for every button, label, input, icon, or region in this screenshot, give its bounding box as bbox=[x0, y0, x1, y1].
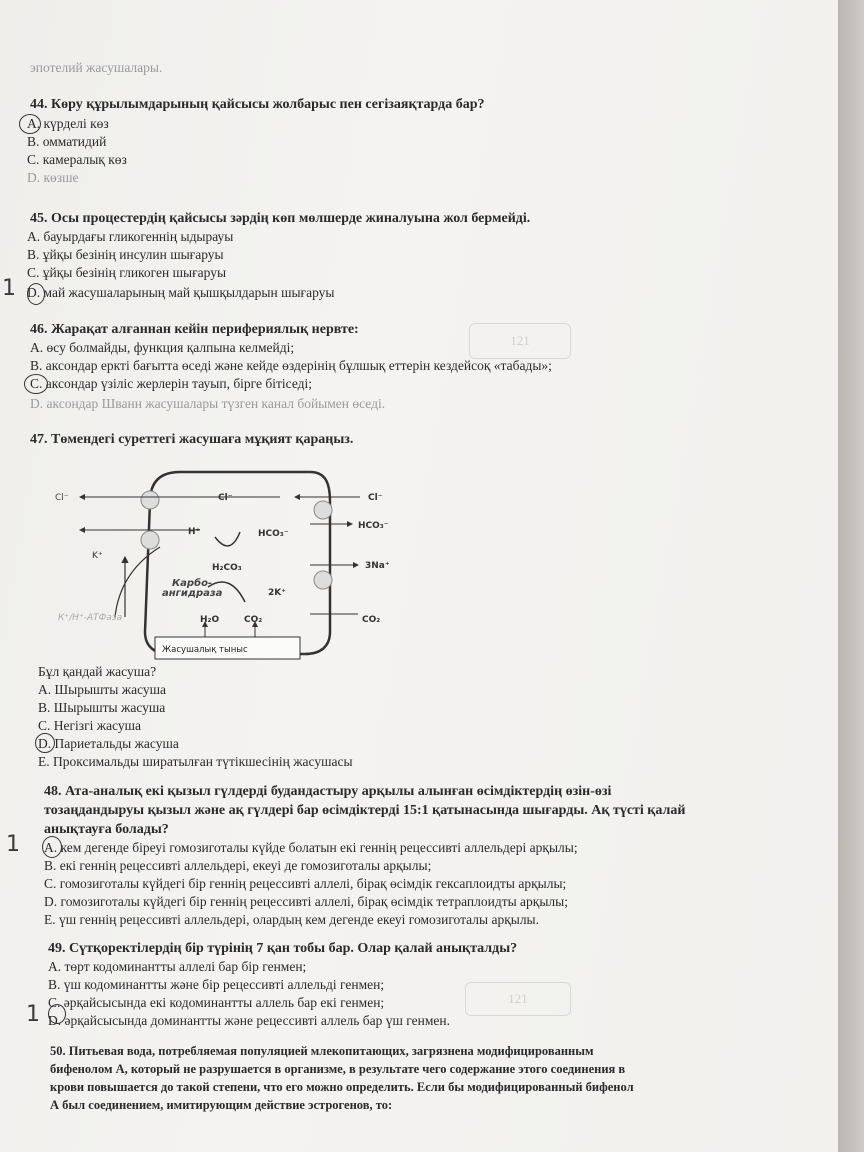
transporter-circle bbox=[314, 571, 332, 589]
q47-option-d: D. Париетальды жасуша bbox=[38, 736, 179, 751]
q47-title: 47. Төмендегі суреттегі жасушаға мұқият қараңыз. bbox=[30, 432, 354, 447]
label-carbo1: Карбо- bbox=[172, 578, 213, 589]
q48-option-c: С. гомозиготалы күйдегі бір геннің рецессивті аллелі, бірақ өсімдік гексаплоидты арқылы; bbox=[44, 876, 567, 891]
top-fragment: эпотелий жасушалары. bbox=[30, 60, 163, 75]
answer-circle-48 bbox=[42, 836, 62, 858]
label-3na: 3Na⁺ bbox=[365, 561, 390, 571]
q44-option-c: С. камералық көз bbox=[27, 152, 127, 167]
q48-option-e: Е. үш геннің рецессивті аллельдері, олардың кем дегенде екеуі гомозиготалы арқылы. bbox=[44, 912, 540, 927]
transporter-circle bbox=[141, 531, 159, 549]
reaction-curve-top bbox=[215, 532, 240, 546]
answer-circle-47 bbox=[35, 733, 55, 753]
q44-option-a: А. күрделі көз bbox=[27, 116, 109, 131]
parietal-cell-diagram bbox=[40, 462, 410, 667]
label-cl-mid: Cl⁻ bbox=[218, 493, 233, 503]
label-k-plus: K⁺ bbox=[92, 551, 103, 561]
q48-option-d: D. гомозиготалы күйдегі бір геннің рецессивті аллелі, бірақ өсімдік тетраплоидты арқылы; bbox=[44, 894, 568, 909]
q45-option-a: А. бауырдағы гликогеннің ыдырауы bbox=[27, 229, 234, 244]
label-hco3-mid: HCO₃⁻ bbox=[258, 529, 289, 539]
faint-stamp-2: 121 bbox=[465, 982, 571, 1016]
answer-circle-44 bbox=[19, 114, 41, 134]
grade-mark-45: 1 bbox=[2, 276, 16, 301]
label-cell-respiration: Жасушалық тыныс bbox=[162, 645, 248, 655]
transporter-circle bbox=[141, 491, 159, 509]
answer-circle-45 bbox=[27, 283, 45, 305]
q46-title: 46. Жарақат алғаннан кейін перифериялық нервте: bbox=[30, 322, 359, 337]
label-co2-right: CO₂ bbox=[362, 615, 381, 625]
q48-title-line1: 48. Ата-аналық екі қызыл гүлдерді будандастыру арқылы алынған өсімдіктердің өзін-өзі bbox=[44, 784, 612, 799]
q49-option-c: С. әрқайсысында екі кодоминантты аллель бар екі генмен; bbox=[48, 995, 385, 1010]
q47-option-a: А. Шырышты жасуша bbox=[38, 682, 167, 697]
label-h-plus: H⁺ bbox=[188, 527, 201, 537]
q48-option-a: А. кем дегенде біреуі гомозиготалы күйде болатын екі геннің рецессивті аллельдері арқылы; bbox=[44, 840, 578, 855]
q49-option-b: В. үш кодоминантты және бір рецессивті аллельді генмен; bbox=[48, 977, 385, 992]
q46-option-d: D. аксондар Шванн жасушалары түзген канал бойымен өседі. bbox=[30, 396, 386, 411]
label-carbo2: ангидраза bbox=[162, 588, 223, 599]
label-2k: 2K⁺ bbox=[268, 588, 286, 598]
q47-option-c: С. Негізгі жасуша bbox=[38, 718, 142, 733]
arrow-k-curve bbox=[115, 547, 160, 617]
answer-circle-49 bbox=[48, 1004, 66, 1024]
label-h2co3: H₂CO₃ bbox=[212, 563, 242, 573]
q49-option-a: А. төрт кодоминантты аллелі бар бір генмен; bbox=[48, 959, 307, 974]
faint-stamp-1: 121 bbox=[469, 323, 571, 359]
q50-line1: 50. Питьевая вода, потребляемая популяцией млекопитающих, загрязнена модифицированным bbox=[50, 1044, 594, 1058]
q49-title: 49. Сүтқоректілердің бір түрінің 7 қан тобы бар. Олар қалай анықталды? bbox=[48, 941, 518, 956]
q50-line4: А был соединением, имитирующим действие эстрогенов, то: bbox=[50, 1098, 393, 1112]
q48-option-b: В. екі геннің рецессивті аллельдері, екеуі де гомозиготалы арқылы; bbox=[44, 858, 432, 873]
grade-mark-48: 1 bbox=[6, 832, 20, 857]
q45-title: 45. Осы процестердің қайсысы зәрдің көп мөлшерде жиналуына жол бермейді. bbox=[30, 211, 531, 226]
q44-option-d: D. көзше bbox=[27, 170, 79, 185]
q44-title: 44. Көру құрылымдарының қайсысы жолбарыс пен сегізаяқтарда бар? bbox=[30, 97, 485, 112]
label-cl-left: Cl⁻ bbox=[55, 493, 69, 503]
q47-question: Бұл қандай жасуша? bbox=[38, 664, 157, 679]
q44-option-b: В. омматидий bbox=[27, 134, 107, 149]
q45-option-d: D. май жасушаларының май қышқылдарын шығаруы bbox=[27, 285, 335, 300]
transporter-circle bbox=[314, 501, 332, 519]
q49-option-d: D. әрқайсысында доминантты және рецессивті аллель бар үш генмен. bbox=[48, 1013, 450, 1028]
label-cl-right: Cl⁻ bbox=[368, 493, 383, 503]
q46-option-c: С. аксондар үзіліс жерлерін тауып, бірге бітіседі; bbox=[30, 376, 313, 391]
label-hco3-right: HCO₃⁻ bbox=[358, 521, 389, 531]
q50-line3: крови повышается до такой степени, что его можно определить. Если бы модифицированный бифенол bbox=[50, 1080, 634, 1094]
q47-option-e: Е. Проксимальды ширатылған түтікшесінің жасушасы bbox=[38, 754, 353, 769]
q47-option-b: В. Шырышты жасуша bbox=[38, 700, 166, 715]
label-h2o: H₂O bbox=[200, 615, 220, 625]
page-edge bbox=[838, 0, 864, 1152]
answer-circle-46 bbox=[24, 374, 48, 394]
q48-title-line3: анықтауға болады? bbox=[44, 822, 169, 837]
label-co2-mid: CO₂ bbox=[244, 615, 263, 625]
grade-mark-49: 1 bbox=[26, 1002, 40, 1027]
q50-line2: бифенолом А, который не разрушается в организме, в результате чего содержание этого соединения в bbox=[50, 1062, 626, 1076]
q46-option-a: А. өсу болмайды, функция қалпына келмейді; bbox=[30, 340, 295, 355]
label-atpase: К⁺/Н⁺-АТФаза bbox=[58, 613, 123, 623]
q45-option-b: В. ұйқы безінің инсулин шығаруы bbox=[27, 247, 224, 262]
q45-option-c: С. ұйқы безінің гликоген шығаруы bbox=[27, 265, 227, 280]
q48-title-line2: тозаңдандыруы қызыл және ақ гүлдері бар өсімдіктерді 15:1 қатынасында шығарды. Ақ түсті қалай bbox=[44, 803, 686, 818]
q46-option-b: В. аксондар еркті бағытта өседі және кейде өздерінің бұлшық еттерін кездейсоқ «табады»; bbox=[30, 358, 552, 373]
